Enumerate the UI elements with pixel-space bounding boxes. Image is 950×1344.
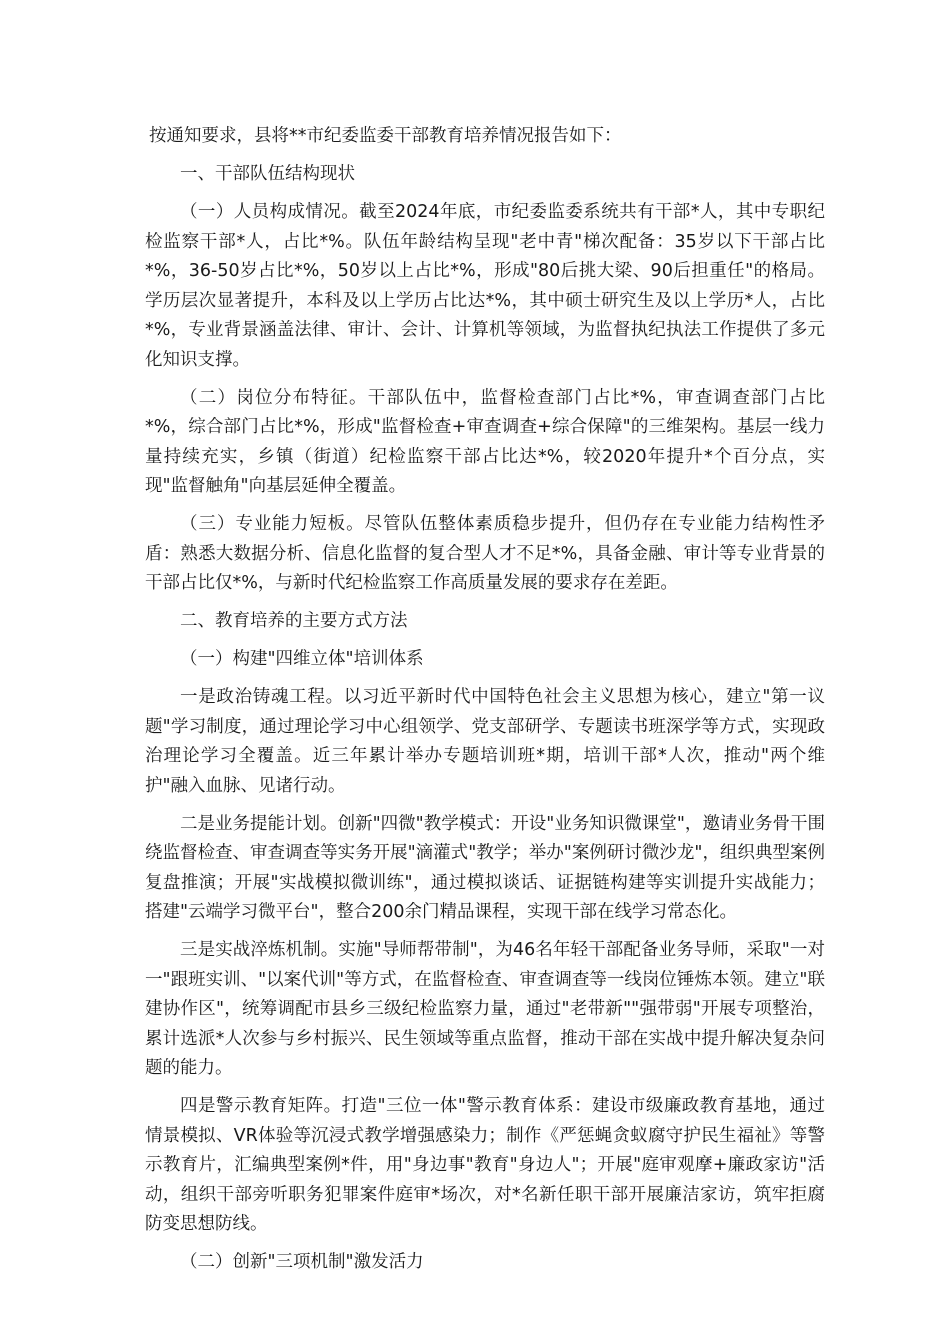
section-2-subheading-2: （二）创新"三项机制"激发活力 <box>180 1252 424 1272</box>
section-2-paragraph-3: 三是实战淬炼机制。实施"导师帮带制"，为46名年轻干部配备业务导师，采取"一对一"跟班实训、"以案代训"等方式，在监督检查、审查调查等一线岗位锤炼本领。建立"联建协作区"，统筹调配市县乡三级纪检监察力量，通过"老带新""强带弱"开展专项整治，累计选派*人次参与乡村振兴、民生领域等重点监督，推动干部在实战中提升解决复杂问题的能力。 <box>145 940 825 1078</box>
section-1-paragraph-1: （一）人员构成情况。截至2024年底，市纪委监委系统共有干部*人，其中专职纪检监察干部*人，占比*%。队伍年龄结构呈现"老中青"梯次配备：35岁以下干部占比*%，36-50岁占比*%，50岁以上占比*%，形成"80后挑大梁、90后担重任"的格局。学历层次显著提升，本科及以上学历占比达*%，其中硕士研究生及以上学历*人，占比*%，专业背景涵盖法律、审计、会计、计算机等领域，为监督执纪执法工作提供了多元化知识支撑。 <box>145 202 825 370</box>
section-2-subheading-1: （一）构建"四维立体"培训体系 <box>180 649 424 669</box>
section-2-title: 二、教育培养的主要方式方法 <box>180 611 408 631</box>
section-2-paragraph-2: 二是业务提能计划。创新"四微"教学模式：开设"业务知识微课堂"，邀请业务骨干围绕监督检查、审查调查等实务开展"滴灌式"教学；举办"案例研讨微沙龙"，组织典型案例复盘推演；开展"实战模拟微训练"，通过模拟谈话、证据链构建等实训提升实战能力；搭建"云端学习微平台"，整合200余门精品课程，实现干部在线学习常态化。 <box>145 813 825 922</box>
document-body <box>145 122 825 1286</box>
section-1-paragraph-3: （三）专业能力短板。尽管队伍整体素质稳步提升，但仍存在专业能力结构性矛盾：熟悉大数据分析、信息化监督的复合型人才不足*%，具备金融、审计等专业背景的干部占比仅*%，与新时代纪检监察工作高质量发展的要求存在差距。 <box>145 514 825 593</box>
section-1-paragraph-2: （二）岗位分布特征。干部队伍中，监督检查部门占比*%，审查调查部门占比*%，综合部门占比*%，形成"监督检查+审查调查+综合保障"的三维架构。基层一线力量持续充实，乡镇（街道）纪检监察干部占比达*%，较2020年提升*个百分点，实现"监督触角"向基层延伸全覆盖。 <box>145 387 825 496</box>
section-2-paragraph-1: 一是政治铸魂工程。以习近平新时代中国特色社会主义思想为核心，建立"第一议题"学习制度，通过理论学习中心组领学、党支部研学、专题读书班深学等方式，实现政治理论学习全覆盖。近三年累计举办专题培训班*期，培训干部*人次，推动"两个维护"融入血脉、见诸行动。 <box>145 687 825 796</box>
section-1-title: 一、干部队伍结构现状 <box>180 164 355 184</box>
section-2-paragraph-4: 四是警示教育矩阵。打造"三位一体"警示教育体系：建设市级廉政教育基地，通过情景模拟、VR体验等沉浸式教学增强感染力；制作《严惩蝇贪蚁腐守护民生福祉》等警示教育片，汇编典型案例*件，用"身边事"教育"身边人"；开展"庭审观摩+廉政家访"活动，组织干部旁听职务犯罪案件庭审*场次，对*名新任职干部开展廉洁家访，筑牢拒腐防变思想防线。 <box>145 1096 825 1234</box>
intro-paragraph: 按通知要求，县将**市纪委监委干部教育培养情况报告如下： <box>149 126 622 146</box>
